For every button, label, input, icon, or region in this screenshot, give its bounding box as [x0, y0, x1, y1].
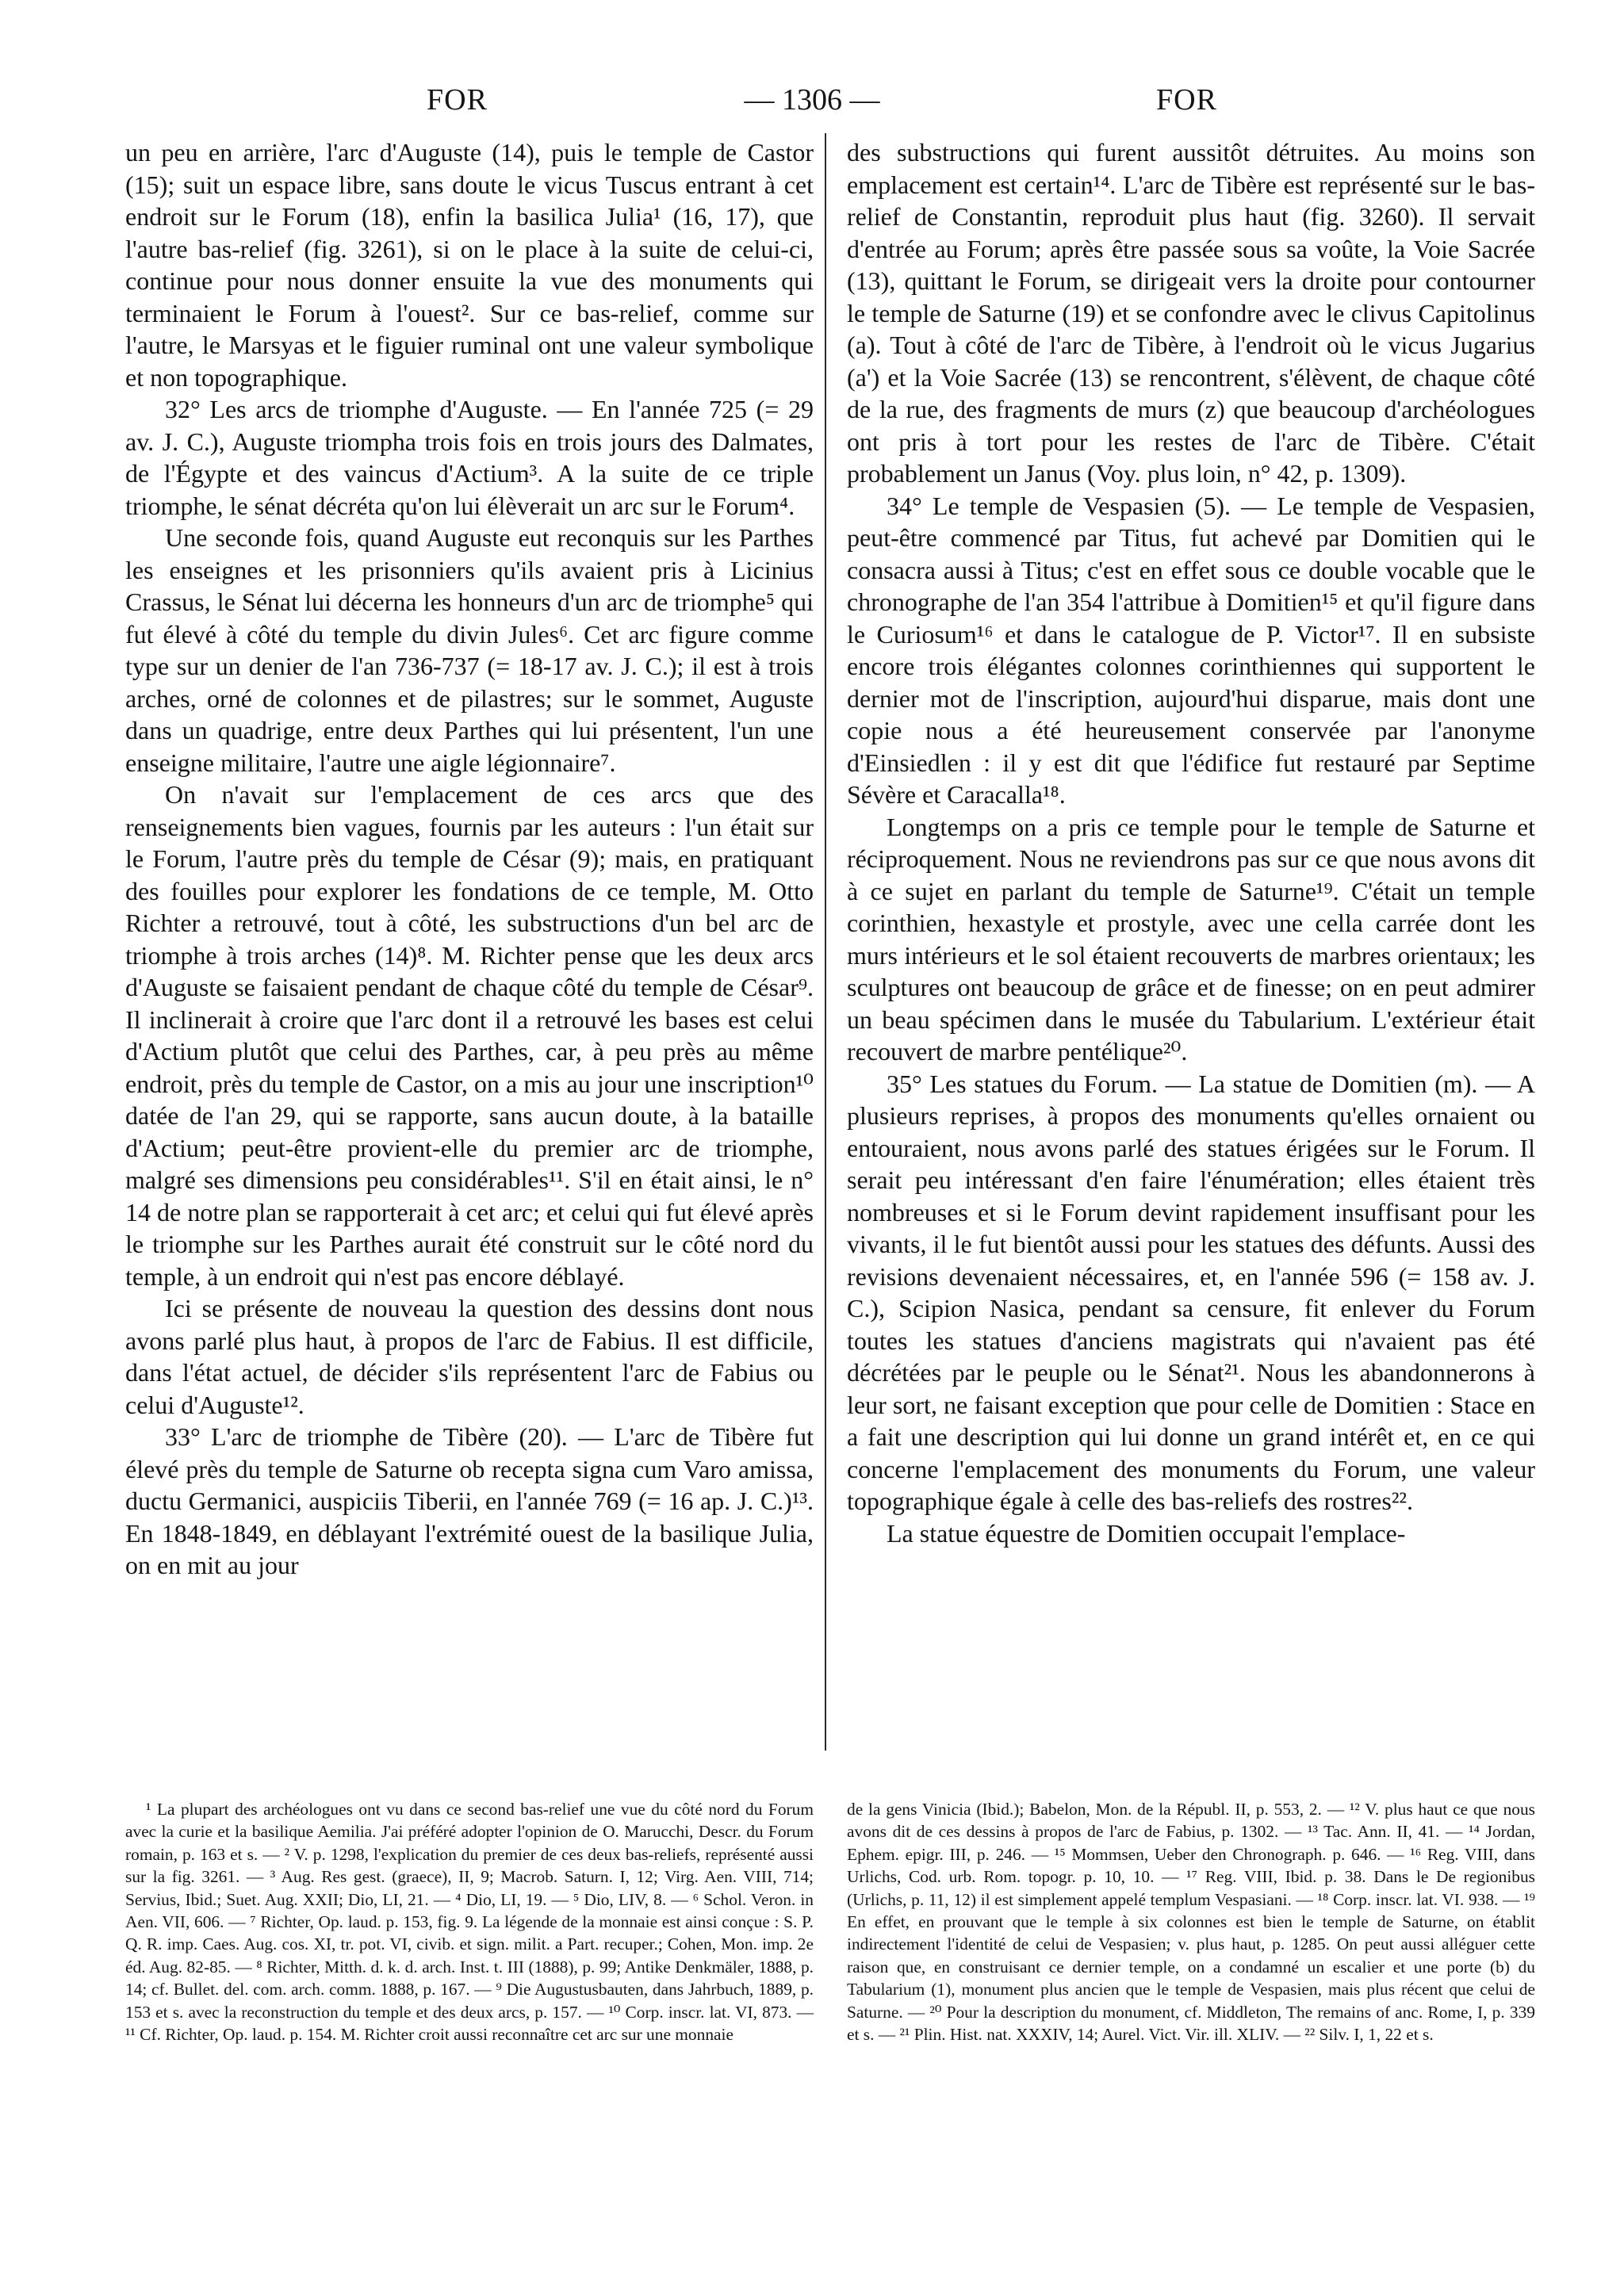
footnote-block: ¹ La plupart des archéologues ont vu dans ce second bas-relief une vue du côté nord du Forum avec la curie et la basilique Aemilia. J'ai préféré adopter l'opinion de O. Marucchi, Descr. du Forum romain, p. 163 et s. — ² V. p. 1298, l'explication du premier de ces deux bas-reliefs, représenté aussi sur la fig. 3261. — ³ Aug. Res gest. (graece), II, 9; Macrob. Saturn. I, 12; Virg. Aen. VIII, 714; Servius, Ibid.; Suet. Aug. XXII; Dio, LI, 21. — ⁴ Dio, LI, 19. — ⁵ Dio, LIV, 8. — ⁶ Schol. Veron. in Aen. VII, 606. — ⁷ Richter, Op. laud. p. 153, fig. 9. La légende de la monnaie est ainsi conçue : S. P. Q. R. imp. Caes. Aug. cos. XI, tr. pot. VI, civib. et sign. milit. a Part. recuper.; Cohen, Mon. imp. 2e éd. Aug. 82-85. — ⁸ Richter, Mitth. d. k. d. arch. Inst. t. III (1888), p. 99; Antike Denkmäler, 1888, p. 14; cf. Bullet. del. com. arch. comm. 1888, p. 167. — ⁹ Die Augustusbauten, dans Jahrbuch, 1889, p. 153 et s. avec la reconstruction du temple et des deux arcs, p. 157. — ¹⁰ Corp. inscr. lat. VI, 873. — ¹¹ Cf. Richter, Op. laud. p. 154. M. Richter croit aussi reconnaître cet arc sur une monnaie	[125, 1800, 814, 2045]
right-column	[847, 136, 1535, 1549]
running-head-right: FOR	[1156, 83, 1217, 117]
paragraph: On n'avait sur l'emplacement de ces arcs que des renseignements bien vagues, fournis par les auteurs : l'un était sur le Forum, l'autre près du temple de César (9); mais, en pratiquant des fouilles pour explorer les fondations de ce temple, M. Otto Richter a retrouvé, tout à côté, les substructions d'un bel arc de triomphe à trois arches (14)⁸. M. Richter pense que les deux arcs d'Auguste se faisaient pendant de chaque côté du temple de César⁹. Il inclinerait à croire que l'arc dont il a retrouvé les bases est celui d'Actium plutôt que celui des Parthes, car, à peu près au même endroit, près du temple de Castor, on a mis au jour une inscription¹⁰ datée de l'an 29, qui se rapporte, sans aucun doute, à la bataille d'Actium; peut-être provient-elle du premier arc de triomphe, malgré ses dimensions peu considérables¹¹. S'il en était ainsi, le n° 14 de notre plan se rapporterait à cet arc; et celui qui fut élevé après le triomphe sur les Parthes aurait été construit sur le côté nord du temple, à un endroit qui n'est pas encore déblayé.	[125, 780, 814, 1291]
footnotes-left	[125, 1798, 814, 2045]
column-divider	[825, 133, 826, 1751]
footnotes-right	[847, 1798, 1535, 2045]
paragraph: des substructions qui furent aussitôt détruites. Au moins son emplacement est certain¹⁴. L'arc de Tibère est représenté sur le bas-relief de Constantin, reproduit plus haut (fig. 3260). Il servait d'entrée au Forum; après être passée sous sa voûte, la Voie Sacrée (13), quittant le Forum, se dirigeait vers la droite pour contourner le temple de Saturne (19) et se confondre avec le clivus Capitolinus (a). Tout à côté de l'arc de Tibère, à l'endroit où le vicus Jugarius (a') et la Voie Sacrée (13) se rencontrent, s'élèvent, de chaque côté de la rue, des fragments de murs (z) que beaucoup d'archéologues ont pris à tort pour les restes de l'arc de Tibère. C'était probablement un Janus (Voy. plus loin, n° 42, p. 1309).	[847, 138, 1535, 488]
paragraph: 32° Les arcs de triomphe d'Auguste. — En l'année 725 (= 29 av. J. C.), Auguste triompha trois fois en trois jours des Dalmates, de l'Égypte et des vaincus d'Actium³. A la suite de ce triple triomphe, le sénat décréta qu'on lui élèverait un arc sur le Forum⁴.	[125, 395, 814, 520]
paragraph: un peu en arrière, l'arc d'Auguste (14), puis le temple de Castor (15); suit un espace libre, sans doute le vicus Tuscus entrant à cet endroit sur le Forum (18), enfin la basilica Julia¹ (16, 17), que l'autre bas-relief (fig. 3261), si on le place à la suite de celui-ci, continue pour nous donner ensuite la vue des monuments qui terminaient le Forum à l'ouest². Sur ce bas-relief, comme sur l'autre, le Marsyas et le figuier ruminal ont une valeur symbolique et non topographique.	[125, 138, 814, 392]
left-column	[125, 136, 814, 1582]
running-head-left: FOR	[427, 83, 488, 117]
paragraph: 33° L'arc de triomphe de Tibère (20). — L'arc de Tibère fut élevé près du temple de Saturne ob recepta signa cum Varo amissa, ductu Germanici, auspiciis Tiberii, en l'année 769 (= 16 ap. J. C.)¹³. En 1848-1849, en déblayant l'extrémité ouest de la basilique Julia, on en mit au jour	[125, 1422, 814, 1579]
footnote-block: de la gens Vinicia (Ibid.); Babelon, Mon. de la Républ. II, p. 553, 2. — ¹² V. plus haut ce que nous avons dit de ces dessins à propos de l'arc de Fabius, p. 1302. — ¹³ Tac. Ann. II, 41. — ¹⁴ Jordan, Ephem. epigr. III, p. 246. — ¹⁵ Mommsen, Ueber den Chronograph. p. 646. — ¹⁶ Reg. VIII, dans Urlichs, Cod. urb. Rom. topogr. p. 10, 10. — ¹⁷ Reg. VIII, Ibid. p. 38. Dans le De regionibus (Urlichs, p. 11, 12) il est simplement appelé templum Vespasiani. — ¹⁸ Corp. inscr. lat. VI. 938. — ¹⁹ En effet, en prouvant que le temple à six colonnes est bien le temple de Saturne, on établit indirectement l'identité de celui de Vespasien; v. plus haut, p. 1285. On peut aussi alléguer cette raison que, en construisant ce dernier temple, on a condamné un escalier et une porte (b) du Tabularium (1), monument plus ancien que le temple de Vespasien, mais plus récent que celui de Saturne. — ²⁰ Pour la description du monument, cf. Middleton, The remains of anc. Rome, I, p. 339 et s. — ²¹ Plin. Hist. nat. XXXIV, 14; Aurel. Vict. Vir. ill. XLIV. — ²² Silv. I, 1, 22 et s.	[847, 1800, 1535, 2045]
paragraph: 35° Les statues du Forum. — La statue de Domitien (m). — A plusieurs reprises, à propos des monuments qu'elles ornaient ou entouraient, nous avons parlé des statues érigées sur le Forum. Il serait peu intéressant d'en faire l'énumération; elles étaient très nombreuses et si le Forum devint rapidement insuffisant pour les vivants, il le fut bientôt aussi pour les statues des défunts. Aussi des revisions devenaient nécessaires, et, en l'année 596 (= 158 av. J. C.), Scipion Nasica, pendant sa censure, fit enlever du Forum toutes les statues d'anciens magistrats qui n'avaient pas été décrétées par le peuple ou le Sénat²¹. Nous les abandonnerons à leur sort, ne faisant exception que pour celle de Domitien : Stace en a fait une description qui lui donne un grand intérêt et, en ce qui concerne l'emplacement des monuments du Forum, une valeur topographique égale à celle des bas-reliefs des rostres²².	[847, 1069, 1535, 1515]
paragraph: Ici se présente de nouveau la question des dessins dont nous avons parlé plus haut, à propos de l'arc de Fabius. Il est difficile, dans l'état actuel, de décider s'ils représentent l'arc de Fabius ou celui d'Auguste¹².	[125, 1294, 814, 1419]
paragraph: 34° Le temple de Vespasien (5). — Le temple de Vespasien, peut-être commencé par Titus, fut achevé par Domitien qui le consacra aussi à Titus; c'est en effet sous ce double vocable que le chronographe de l'an 354 l'attribue à Domitien¹⁵ et qu'il figure dans le Curiosum¹⁶ et dans le catalogue de P. Victor¹⁷. Il en subsiste encore trois élégantes colonnes corinthiennes qui supportent le dernier mot de l'inscription, aujourd'hui disparue, mais dont une copie nous a été heureusement conservée par l'anonyme d'Einsiedlen : il y est dit que l'édifice fut restauré par Septime Sévère et Caracalla¹⁸.	[847, 491, 1535, 809]
paragraph: Longtemps on a pris ce temple pour le temple de Saturne et réciproquement. Nous ne reviendrons pas sur ce que nous avons dit à ce sujet en parlant du temple de Saturne¹⁹. C'était un temple corinthien, hexastyle et prostyle, avec une cella carrée dont les murs intérieurs et le sol étaient recouverts de marbres orientaux; les sculptures ont beaucoup de grâce et de finesse; on en peut admirer un beau spécimen dans le musée du Tabularium. L'extérieur était recouvert de marbre pentélique²⁰.	[847, 812, 1535, 1066]
paragraph: La statue équestre de Domitien occupait l'emplace-	[887, 1518, 1406, 1548]
page-number: — 1306 —	[744, 83, 880, 117]
paragraph: Une seconde fois, quand Auguste eut reconquis sur les Parthes les enseignes et les prisonniers qu'ils avaient pris à Licinius Crassus, le Sénat lui décerna les honneurs d'un arc de triomphe⁵ qui fut élevé à côté du temple du divin Jules⁶. Cet arc figure comme type sur un denier de l'an 736-737 (= 18-17 av. J. C.); il est à trois arches, orné de colonnes et de pilastres; sur le sommet, Auguste dans un quadrige, entre deux Parthes qui lui présentent, l'un une enseigne militaire, l'autre une aigle légionnaire⁷.	[125, 523, 814, 777]
